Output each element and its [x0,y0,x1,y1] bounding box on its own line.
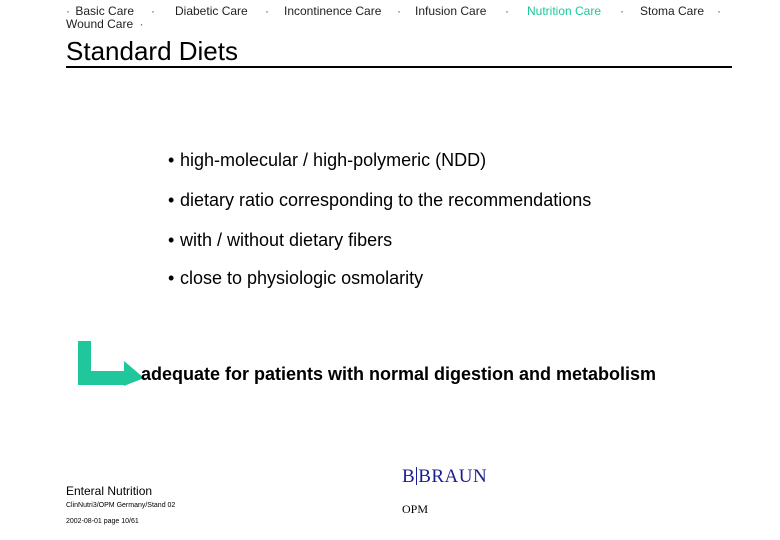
nav-item-wound-care[interactable]: Wound Care [66,17,134,31]
nav-separator: · [620,4,624,18]
nav-sep-1 [151,4,155,18]
nav-separator: · [139,17,144,31]
bullet-item [168,190,591,210]
logo-right: BRAUN [418,466,488,487]
nav-item-diabetic-wrap [175,4,248,18]
bullet-item [168,230,392,250]
nav-sep-5 [620,4,624,18]
bullet-dot: • [168,150,175,170]
nav-sep-2 [265,4,269,18]
logo-left: B [402,466,416,487]
nav-item-incontinence-care[interactable]: Incontinence Care [284,4,382,18]
nav-item-stoma-care[interactable]: Stoma Care [640,4,705,18]
nav-sep-6 [717,4,721,18]
nav-separator: · [397,4,401,18]
bbraun-logo [402,466,487,488]
nav-separator: · [151,4,155,18]
nav-line-2 [66,17,144,31]
nav-item-diabetic-care[interactable]: Diabetic Care [175,4,248,18]
logo-sub: OPM [402,502,429,516]
nav-separator: · [505,4,509,18]
top-nav [66,4,134,18]
bullet-text: high-molecular / high-polymeric (NDD) [180,150,487,170]
bullet-text: dietary ratio corresponding to the recommendations [180,190,592,210]
nav-separator: · [66,4,70,18]
nav-sep-4 [505,4,509,18]
nav-item-infusion-wrap [415,4,486,18]
footer-date-page: 2002-08-01 page 10/61 [66,518,139,525]
nav-sep-3 [397,4,401,18]
nav-item-infusion-care[interactable]: Infusion Care [415,4,487,18]
bullet-text: close to physiologic osmolarity [180,268,424,288]
bullet-dot: • [168,268,175,288]
nav-item-incontinence-wrap [284,4,381,18]
nav-item-nutrition-wrap [527,4,601,18]
bullet-item [168,150,486,170]
corner-arrow-icon [78,341,146,387]
bullet-dot: • [168,230,175,250]
page-title: Standard Diets [66,36,732,68]
nav-separator: · [265,4,269,18]
nav-separator: · [717,4,721,18]
footer-section: Enteral Nutrition [66,484,153,498]
arrow-shape [78,341,144,386]
footer-code: ClinNutri3/OPM Germany/Stand 02 [66,502,176,509]
conclusion-text: adequate for patients with normal digestion and metabolism [141,364,657,384]
bullet-item [168,268,423,288]
nav-item-basic-care[interactable]: Basic Care [75,4,135,18]
bullet-text: with / without dietary fibers [180,230,393,250]
bullet-dot: • [168,190,175,210]
nav-item-stoma-wrap [640,4,704,18]
nav-item-nutrition-care[interactable]: Nutrition Care [527,4,602,18]
